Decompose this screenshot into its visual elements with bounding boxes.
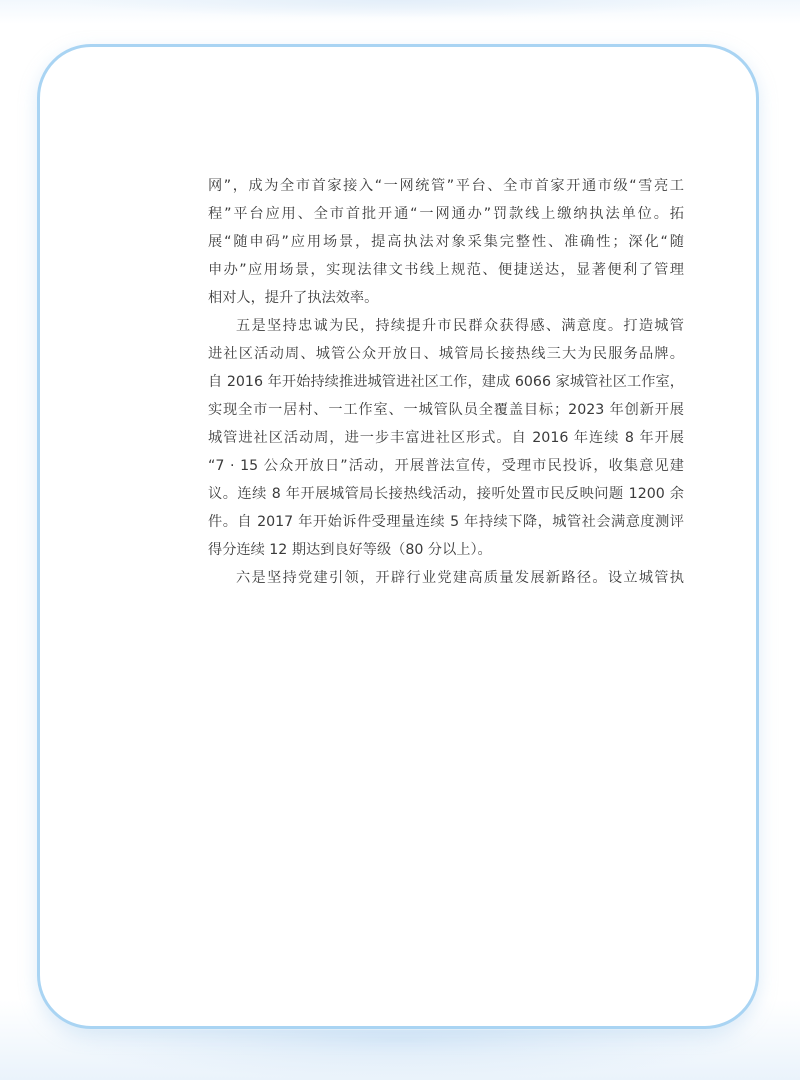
text-line: 展“随申码”应用场景，提高执法对象采集完整性、准确性；深化“随 <box>208 234 684 250</box>
text-line: 城管进社区活动周，进一步丰富进社区形式。自 2016 年连续 8 年开展 <box>208 430 684 446</box>
text-line: 程”平台应用、全市首批开通“一网通办”罚款线上缴纳执法单位。拓 <box>208 206 684 222</box>
text-line: 议。连续 8 年开展城管局长接热线活动，接听处置市民反映问题 1200 余 <box>208 486 684 502</box>
text-line: 相对人，提升了执法效率。 <box>208 290 379 306</box>
paragraph-3 <box>208 564 684 592</box>
text-line: 网”，成为全市首家接入“一网统管”平台、全市首家开通市级“雪亮工 <box>208 178 684 194</box>
text-line: “7 · 15 公众开放日”活动，开展普法宣传，受理市民投诉，收集意见建 <box>208 458 684 474</box>
text-line: 得分连续 12 期达到良好等级（80 分以上）。 <box>208 542 492 558</box>
text-line: 进社区活动周、城管公众开放日、城管局长接热线三大为民服务品牌。 <box>208 346 684 362</box>
text-line: 申办”应用场景，实现法律文书线上规范、便捷送达，显著便利了管理 <box>208 262 684 278</box>
paragraph-1 <box>208 172 684 312</box>
text-line: 五是坚持忠诚为民，持续提升市民群众获得感、满意度。打造城管 <box>236 318 684 334</box>
text-line: 件。自 2017 年开始诉件受理量连续 5 年持续下降，城管社会满意度测评 <box>208 514 684 530</box>
bottom-glow <box>40 1030 760 1080</box>
body-text <box>208 172 684 592</box>
paragraph-2 <box>208 312 684 564</box>
top-shadow <box>60 0 740 18</box>
text-line: 实现全市一居村、一工作室、一城管队员全覆盖目标；2023 年创新开展 <box>208 402 684 418</box>
text-line: 自 2016 年开始持续推进城管进社区工作，建成 6066 家城管社区工作室， <box>208 374 684 390</box>
text-line: 六是坚持党建引领，开辟行业党建高质量发展新路径。设立城管执 <box>236 570 684 586</box>
